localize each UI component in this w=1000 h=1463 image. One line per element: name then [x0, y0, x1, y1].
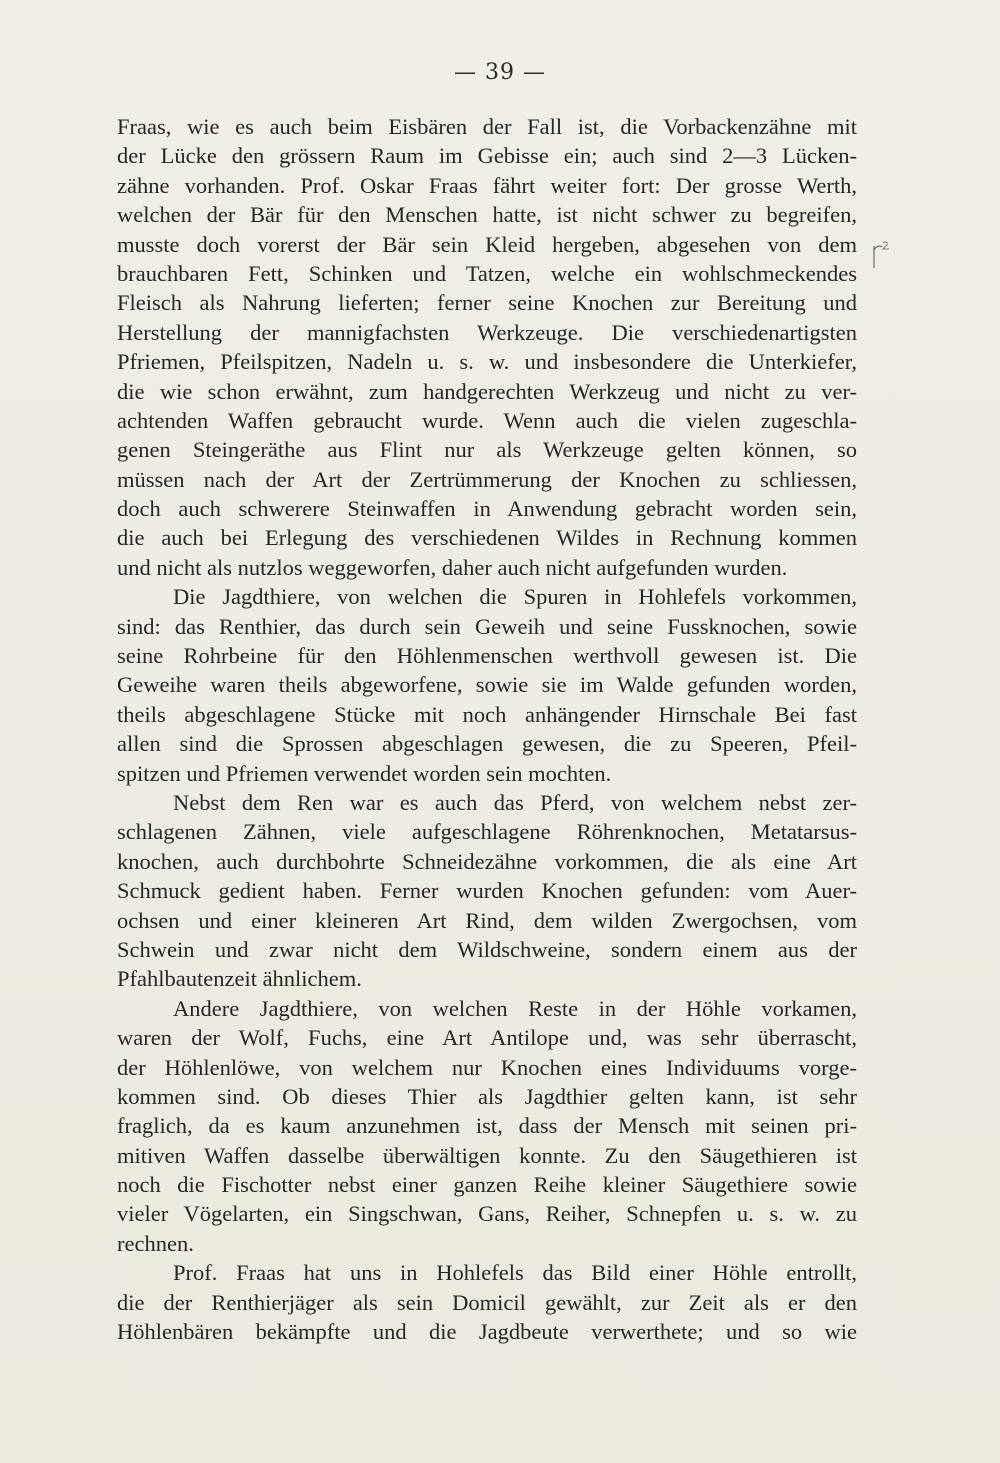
- text-line: knochen, auch durchbohrte Schneidezähne vorkommen, die als eine Art: [117, 848, 857, 874]
- text-line: der Lücke den grössern Raum im Gebisse ein; auch sind 2—3 Lücken-: [117, 143, 857, 169]
- page-number: — 39 —: [454, 60, 546, 85]
- text-line: Nebst dem Ren war es auch das Pferd, von welchem nebst zer-: [173, 789, 857, 815]
- text-line: der Höhlenlöwe, von welchem nur Knochen eines Individuums vorge-: [117, 1054, 857, 1080]
- text-line: Fraas, wie es auch beim Eisbären der Fall ist, die Vorbackenzähne mit: [117, 114, 857, 139]
- text-line: Schwein und zwar nicht dem Wildschweine, sondern einem aus der: [117, 936, 857, 962]
- text-line: Die Jagdthiere, von welchen die Spuren in Hohlefels vorkommen,: [173, 584, 857, 610]
- text-line: die wie schon erwähnt, zum handgerechten Werkzeug und nicht zu ver-: [117, 378, 857, 404]
- text-line: Andere Jagdthiere, von welchen Reste in der Höhle vorkamen,: [173, 995, 857, 1021]
- text-line: Schmuck gedient haben. Ferner wurden Knochen gefunden: vom Auer-: [117, 878, 857, 904]
- text-line: und nicht als nutzlos weggeworfen, daher auch nicht aufgefunden wurden.: [117, 554, 788, 580]
- text-line: allen sind die Sprossen abgeschlagen gewesen, die zu Speeren, Pfeil-: [117, 731, 857, 757]
- text-line: achtenden Waffen gebraucht wurde. Wenn auch die vielen zugeschla-: [117, 407, 857, 433]
- text-line: schlagenen Zähnen, viele aufgeschlagene Röhrenknochen, Metatarsus-: [117, 819, 857, 845]
- text-line: die auch bei Erlegung des verschiedenen Wildes in Rechnung kommen: [117, 525, 857, 551]
- text-line: rechnen.: [117, 1230, 194, 1256]
- text-line: Geweihe waren theils abgeworfene, sowie sie im Walde gefunden worden,: [117, 672, 857, 698]
- text-line: müssen nach der Art der Zertrümmerung der Knochen zu schliessen,: [117, 466, 857, 492]
- text-line: sind: das Renthier, das durch sein Geweih und seine Fussknochen, sowie: [117, 613, 857, 639]
- body-text: [117, 112, 857, 1346]
- text-line: kommen sind. Ob dieses Thier als Jagdthier gelten kann, ist sehr: [117, 1083, 857, 1109]
- text-line: zähne vorhanden. Prof. Oskar Fraas fährt weiter fort: Der grosse Werth,: [117, 172, 857, 198]
- text-line: seine Rohrbeine für den Höhlenmenschen werthvoll gewesen ist. Die: [117, 643, 857, 669]
- text-line: musste doch vorerst der Bär sein Kleid hergeben, abgesehen von dem: [117, 231, 857, 257]
- text-line: spitzen und Pfriemen verwendet worden sein mochten.: [117, 760, 612, 786]
- text-line: Höhlenbären bekämpfte und die Jagdbeute verwerthete; und so wie: [117, 1319, 857, 1345]
- text-line: doch auch schwerere Steinwaffen in Anwendung gebracht worden sein,: [117, 496, 857, 522]
- text-line: waren der Wolf, Fuchs, eine Art Antilope und, was sehr überrascht,: [117, 1025, 857, 1051]
- text-line: Prof. Fraas hat uns in Hohlefels das Bild einer Höhle entrollt,: [173, 1260, 857, 1286]
- margin-annotation: [866, 240, 894, 270]
- text-line: fraglich, da es kaum anzunehmen ist, dass der Mensch mit seinen pri-: [117, 1113, 857, 1139]
- text-line: welchen der Bär für den Menschen hatte, ist nicht schwer zu begreifen,: [117, 202, 857, 228]
- text-line: ochsen und einer kleineren Art Rind, dem wilden Zwergochsen, vom: [117, 907, 857, 933]
- text-line: die der Renthierjäger als sein Domicil gewählt, zur Zeit als er den: [117, 1289, 857, 1315]
- text-line: theils abgeschlagene Stücke mit noch anhängender Hirnschale Bei fast: [117, 701, 857, 727]
- text-line: noch die Fischotter nebst einer ganzen Reihe kleiner Säugethiere sowie: [117, 1172, 857, 1198]
- text-line: Herstellung der mannigfachsten Werkzeuge. Die verschiedenartigsten: [117, 319, 857, 345]
- text-line: brauchbaren Fett, Schinken und Tatzen, welche ein wohlschmeckendes: [117, 260, 857, 286]
- text-line: vieler Vögelarten, ein Singschwan, Gans, Reiher, Schnepfen u. s. w. zu: [117, 1201, 857, 1227]
- text-line: Fleisch als Nahrung lieferten; ferner seine Knochen zur Bereitung und: [117, 290, 857, 316]
- text-line: mitiven Waffen dasselbe überwältigen konnte. Zu den Säugethieren ist: [117, 1142, 857, 1168]
- text-line: genen Steingeräthe aus Flint nur als Werkzeuge gelten können, so: [117, 437, 857, 463]
- text-line: Pfahlbautenzeit ähnlichem.: [117, 966, 362, 992]
- text-line: Pfriemen, Pfeilspitzen, Nadeln u. s. w. und insbesondere die Unterkiefer,: [117, 349, 857, 375]
